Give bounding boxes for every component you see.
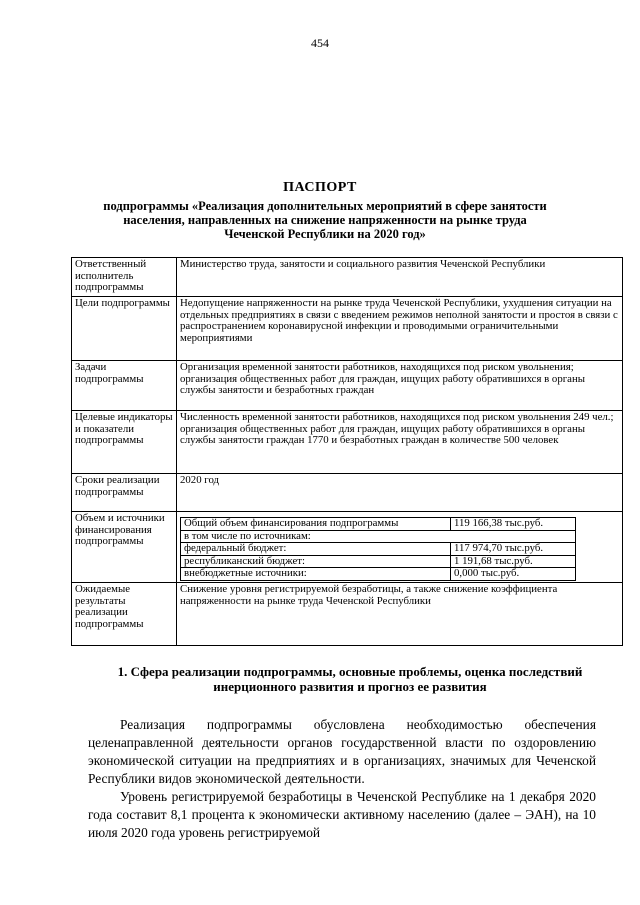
- row-label-financing: Объем и источники финансирования подпрограммы: [72, 512, 177, 583]
- financing-total-label: Общий объем финансирования подпрограммы: [181, 518, 451, 531]
- financing-federal-label: федеральный бюджет:: [181, 543, 451, 556]
- table-row: [72, 582, 623, 645]
- row-value-responsible: Министерство труда, занятости и социального развития Чеченской Республики: [177, 258, 623, 297]
- table-row: [72, 474, 623, 512]
- table-row: [181, 518, 576, 531]
- table-row: [72, 411, 623, 474]
- row-value-indicators: [177, 411, 623, 474]
- row-label-expected: Ожидаемые результаты реализации подпрограммы: [72, 582, 177, 645]
- financing-extra-value: 0,000 тыс.руб.: [451, 568, 576, 581]
- paragraph: Уровень регистрируемой безработицы в Чеченской Республике на 1 декабря 2020 года составит 8,1 процента к экономически активному населению (далее – ЭАН), на 10 июля 2020 года уровень регистрируемой: [88, 789, 596, 840]
- row-value-expected: Снижение уровня регистрируемой безработицы, а также снижение коэффициента напряженности на рынке труда Чеченской Республики: [177, 582, 623, 645]
- page-number: 454: [311, 36, 329, 50]
- document-subtitle: подпрограммы «Реализация дополнительных мероприятий в сфере занятости населения, направленных на снижение напряженности на рынке труда Чеченской Республики на 2020 год»: [103, 199, 547, 241]
- section-heading: 1. Сфера реализации подпрограммы, основные проблемы, оценка последствий инерционного развития и прогноз ее развития: [117, 664, 583, 694]
- financing-total-value: 119 166,38 тыс.руб.: [451, 518, 576, 531]
- row-value-tasks: [177, 361, 623, 411]
- row-label-indicators: Целевые индикаторы и показатели подпрограммы: [72, 411, 177, 474]
- row-label-goals: Цели подпрограммы: [72, 297, 177, 361]
- table-row: [72, 361, 623, 411]
- passport-table: [71, 257, 623, 646]
- document-title: ПАСПОРТ: [283, 180, 357, 195]
- table-row: [72, 512, 623, 583]
- table-row: [181, 568, 576, 581]
- financing-federal-value: 117 974,70 тыс.руб.: [451, 543, 576, 556]
- table-row: [181, 555, 576, 568]
- financing-republic-label: республиканский бюджет:: [181, 555, 451, 568]
- section-body: [88, 716, 596, 842]
- row-value-period: 2020 год: [177, 474, 623, 512]
- financing-extra-label: внебюджетные источники:: [181, 568, 451, 581]
- table-row: [181, 543, 576, 556]
- tasks-item-2: организация общественных работ для граждан, ищущих работу обратившихся в органы службы занятости и безработных граждан: [180, 372, 585, 397]
- paragraph: Реализация подпрограммы обусловлена необходимостью обеспечения целенаправленной деятельности органов государственной власти по оздоровлению экономической ситуации на предприятиях и в организациях, значимых для Чеченской Республики видов экономической деятельности.: [88, 717, 596, 786]
- table-row: [72, 297, 623, 361]
- financing-table: [180, 517, 576, 581]
- table-row: [72, 258, 623, 297]
- financing-republic-value: 1 191,68 тыс.руб.: [451, 555, 576, 568]
- indicators-item-1: Численность временной занятости работников, находящихся под риском увольнения 249 чел.;: [180, 411, 614, 423]
- table-row: [181, 530, 576, 543]
- tasks-item-1: Организация временной занятости работников, находящихся под риском увольнения;: [180, 361, 574, 373]
- row-label-responsible: Ответственный исполнитель подпрограммы: [72, 258, 177, 297]
- row-label-period: Сроки реализации подпрограммы: [72, 474, 177, 512]
- indicators-item-2: организация общественных работ для граждан, ищущих работу обратившихся в органы службы занятости граждан 1770 и безработных граждан в количестве 500 человек: [180, 422, 585, 447]
- row-value-financing: [177, 512, 623, 583]
- row-label-tasks: Задачи подпрограммы: [72, 361, 177, 411]
- row-value-goals: Недопущение напряженности на рынке труда Чеченской Республики, ухудшения ситуации на отдельных предприятиях в связи с введением режимов неполной занятости и простоя в связи с распространением коронавирусной инфекции и проводимыми ограничительными мероприятиями: [177, 297, 623, 361]
- financing-including-label: в том числе по источникам:: [181, 530, 576, 543]
